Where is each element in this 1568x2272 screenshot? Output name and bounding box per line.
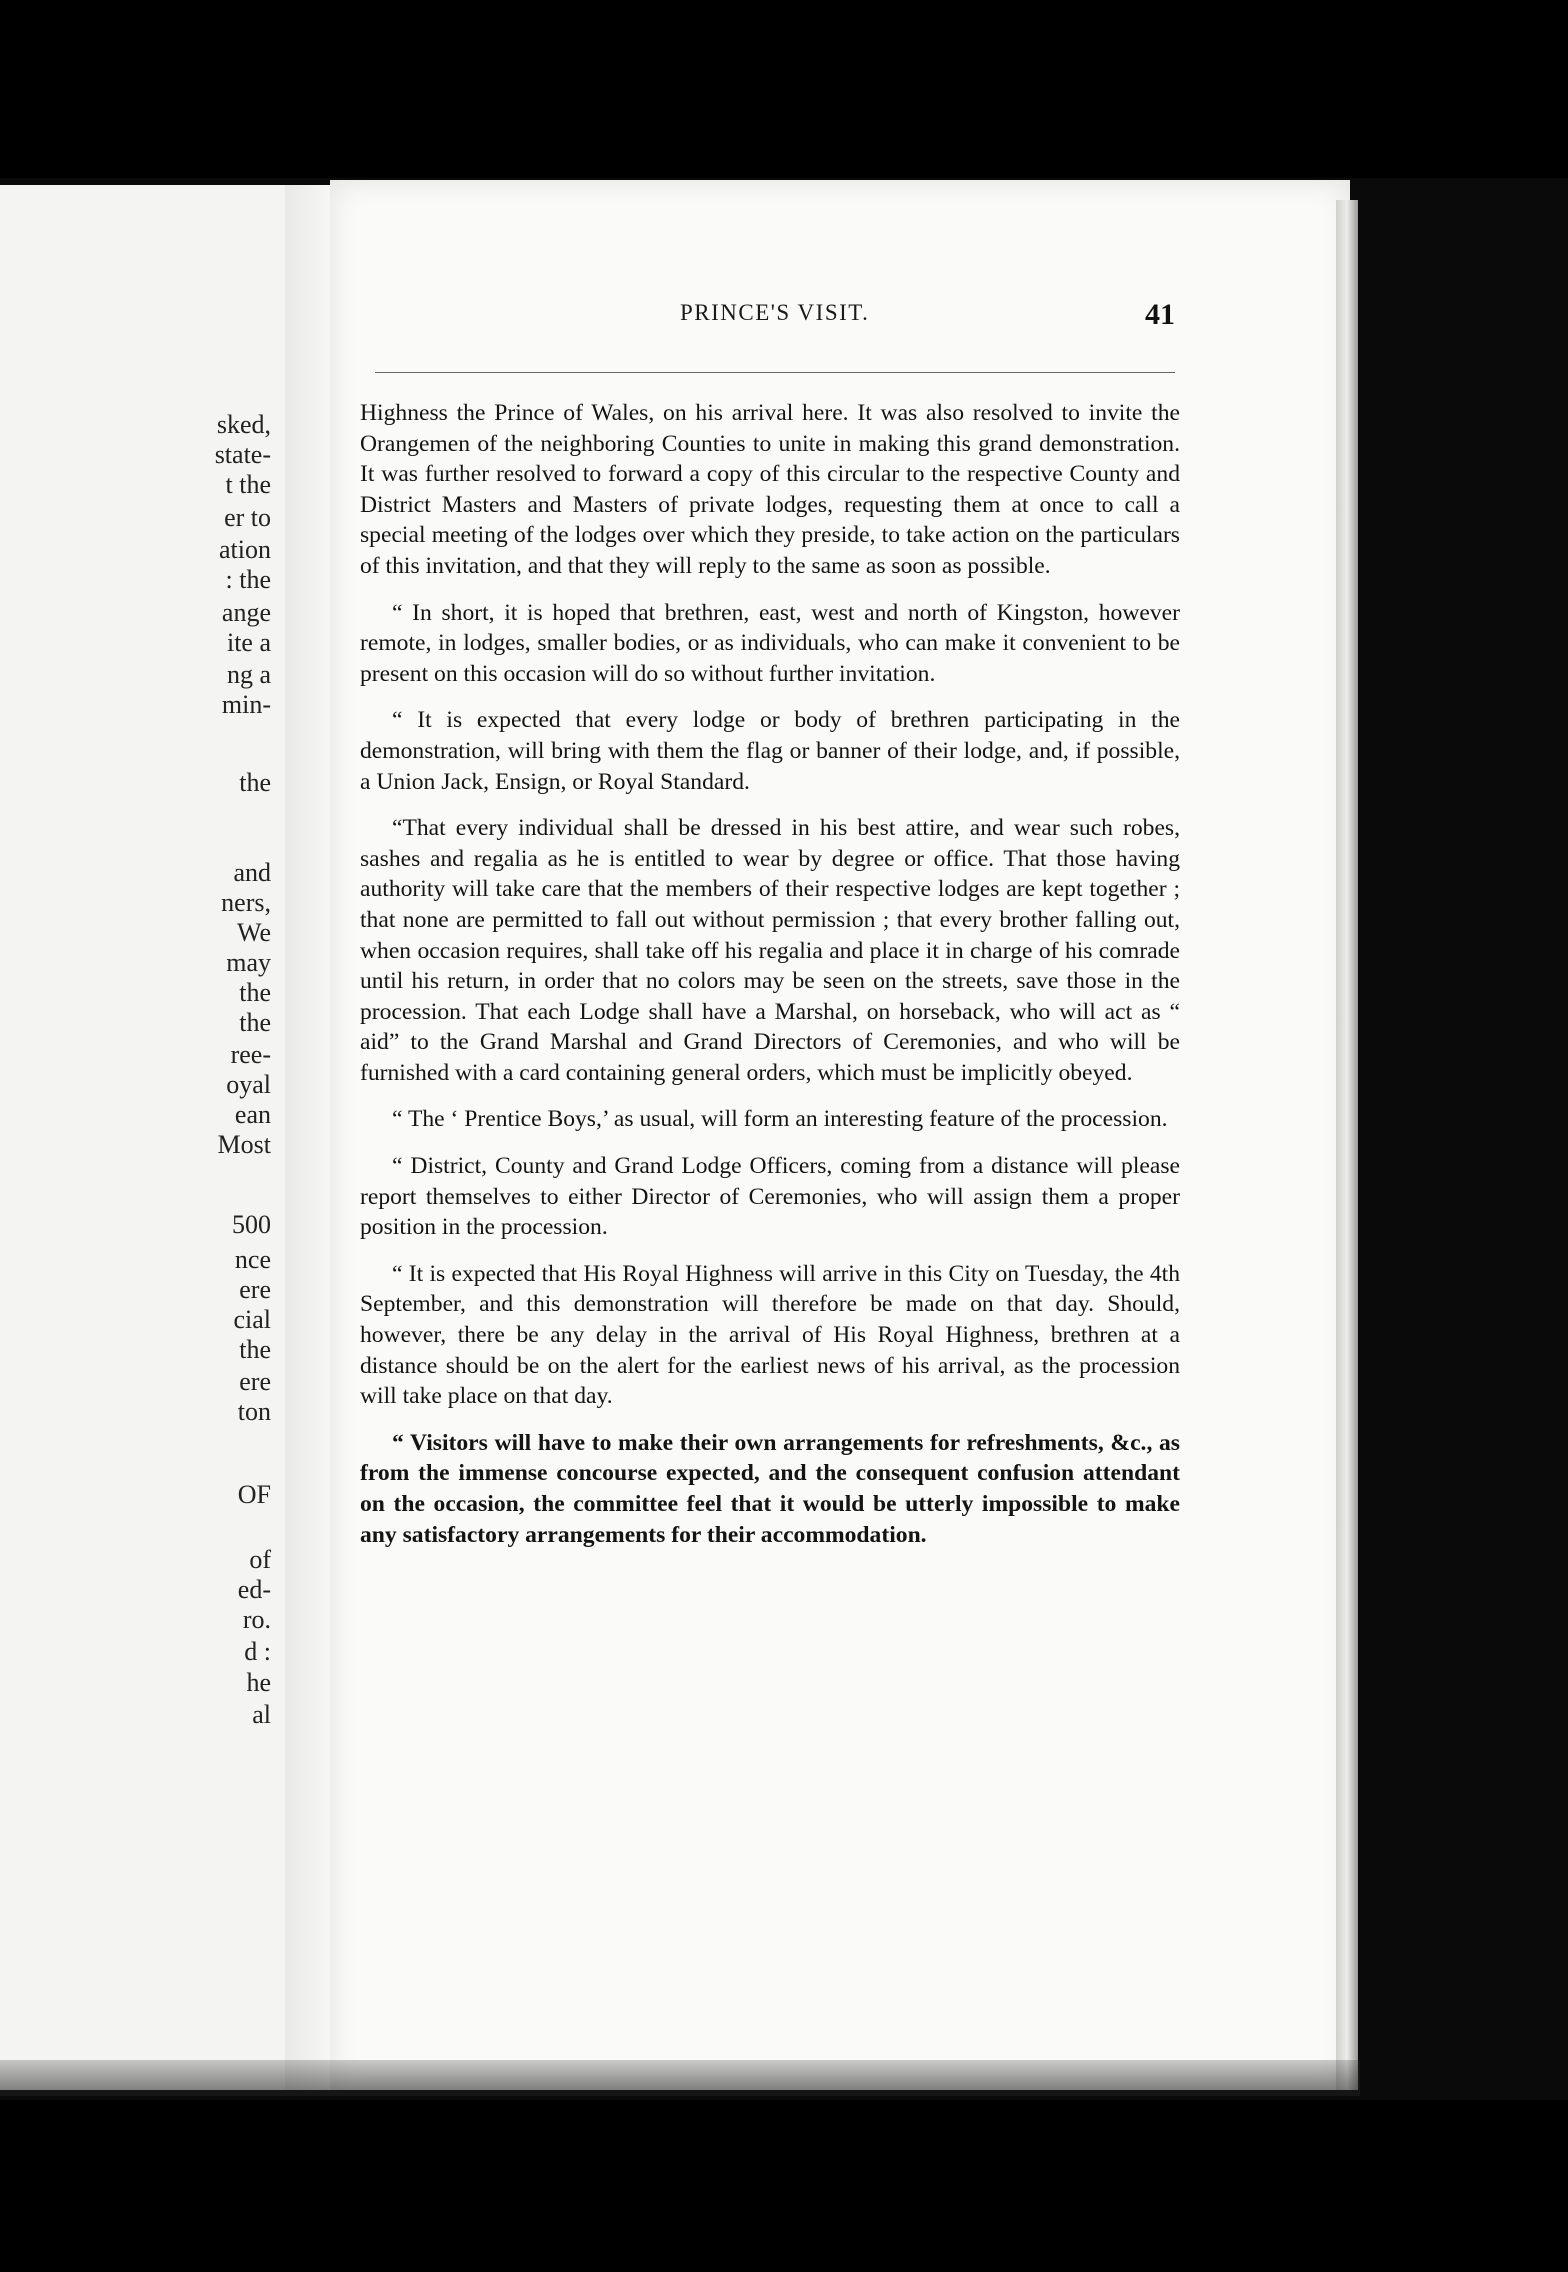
- margin-fragment: of: [249, 1545, 271, 1574]
- margin-fragment: er to: [224, 503, 271, 532]
- body-text: [360, 398, 1180, 1566]
- margin-fragment: ton: [237, 1397, 271, 1426]
- margin-fragment: may: [226, 948, 271, 977]
- margin-fragment: the: [239, 978, 271, 1007]
- margin-fragment: ation: [219, 535, 271, 564]
- margin-fragment: ean: [234, 1100, 271, 1129]
- margin-fragment: ree-: [230, 1040, 271, 1069]
- margin-fragment: ite a: [226, 628, 271, 657]
- paragraph: “ It is expected that His Royal Highness will arrive in this City on Tuesday, the 4th September, and this demonstration will therefore be made on that day. Should, however, there be any delay in the arrival of His Royal Highness, brethren at a distance should be on the alert for the earliest news of his arrival, as the procession will take place on that day.: [360, 1260, 1180, 1410]
- margin-fragment: OF: [237, 1480, 271, 1509]
- paragraph: “ It is expected that every lodge or body of brethren participating in the demonstration, will bring with them the flag or banner of their lodge, and, if possible, a Union Jack, Ensign, or Royal Standard.: [360, 707, 1180, 795]
- margin-fragment: ng a: [226, 660, 271, 689]
- margin-fragment: the: [239, 1335, 271, 1364]
- margin-fragment: We: [237, 918, 271, 947]
- margin-fragment: : the: [225, 565, 271, 594]
- margin-fragment: t the: [225, 470, 271, 499]
- bottom-shadow: [0, 2060, 1360, 2096]
- margin-fragment: he: [246, 1668, 271, 1697]
- margin-fragment: the: [239, 1008, 271, 1037]
- page-number: 41: [1145, 298, 1175, 331]
- margin-fragment: 500: [232, 1210, 271, 1239]
- margin-fragment: oyal: [226, 1070, 271, 1099]
- margin-fragment: ners,: [221, 888, 271, 917]
- margin-fragment: ange: [221, 598, 271, 627]
- margin-fragment: ere: [239, 1275, 271, 1304]
- margin-fragment: al: [252, 1700, 271, 1729]
- margin-fragment: cial: [233, 1305, 271, 1334]
- paragraph: “ In short, it is hoped that brethren, east, west and north of Kingston, however remote, in lodges, smaller bodies, or as individuals, who can make it convenient to be present on this occasion will do so without further invitation.: [360, 599, 1180, 687]
- margin-fragment: sked,: [216, 410, 271, 439]
- header-rule: [375, 372, 1175, 373]
- paragraph: “That every individual shall be dressed in his best attire, and wear such robes, sashes and regalia as he is entitled to wear by degree or office. That those having authority will take care that the members of their respective lodges are kept together ; that none are permitted to fall out without permission ; that every brother falling out, when occasion requires, shall take off his regalia and place it in charge of his comrade until his return, in order that no colors may be seen on the streets, save those in the procession. That each Lodge shall have a Marshal, on horseback, who will act as “ aid” to the Grand Marshal and Grand Directors of Ceremonies, and who will be furnished with a card containing general orders, which must be implicitly obeyed.: [360, 815, 1180, 1086]
- margin-fragment: d :: [244, 1637, 271, 1666]
- left-page-fragment: [0, 185, 285, 2090]
- margin-fragment: state-: [214, 440, 271, 469]
- paragraph: “ The ‘ Prentice Boys,’ as usual, will form an interesting feature of the procession.: [392, 1106, 1168, 1133]
- page-edge: [1336, 200, 1358, 2090]
- margin-fragment: ed-: [237, 1575, 271, 1604]
- paragraph: “ Visitors will have to make their own arrangements for refreshments, &c., as from the immense concourse expected, and the consequent confusion attendant on the occasion, the committee feel that it would be utterly impossible to make any satisfactory arrangements for their accommodation.: [360, 1429, 1180, 1548]
- paragraph: “ District, County and Grand Lodge Officers, coming from a distance will please report themselves to either Director of Ceremonies, who will assign them a proper position in the procession.: [360, 1153, 1180, 1241]
- margin-fragment: the: [239, 768, 271, 797]
- margin-fragment: and: [233, 858, 271, 887]
- running-header: PRINCE'S VISIT.: [680, 300, 870, 325]
- margin-fragment: nce: [234, 1245, 271, 1274]
- margin-fragment: ere: [239, 1367, 271, 1396]
- margin-fragment: Most: [217, 1130, 271, 1159]
- paragraph: Highness the Prince of Wales, on his arrival here. It was also resolved to invite the Orangemen of the neighboring Counties to unite in making this grand demonstration. It was further resolved to forward a copy of this circular to the respective County and District Masters and Masters of private lodges, requesting them at once to call a special meeting of the lodges over which they preside, to take action on the particulars of this invitation, and that they will reply to the same as soon as possible.: [360, 400, 1180, 579]
- margin-fragment: min-: [221, 690, 271, 719]
- margin-fragment: ro.: [242, 1605, 271, 1634]
